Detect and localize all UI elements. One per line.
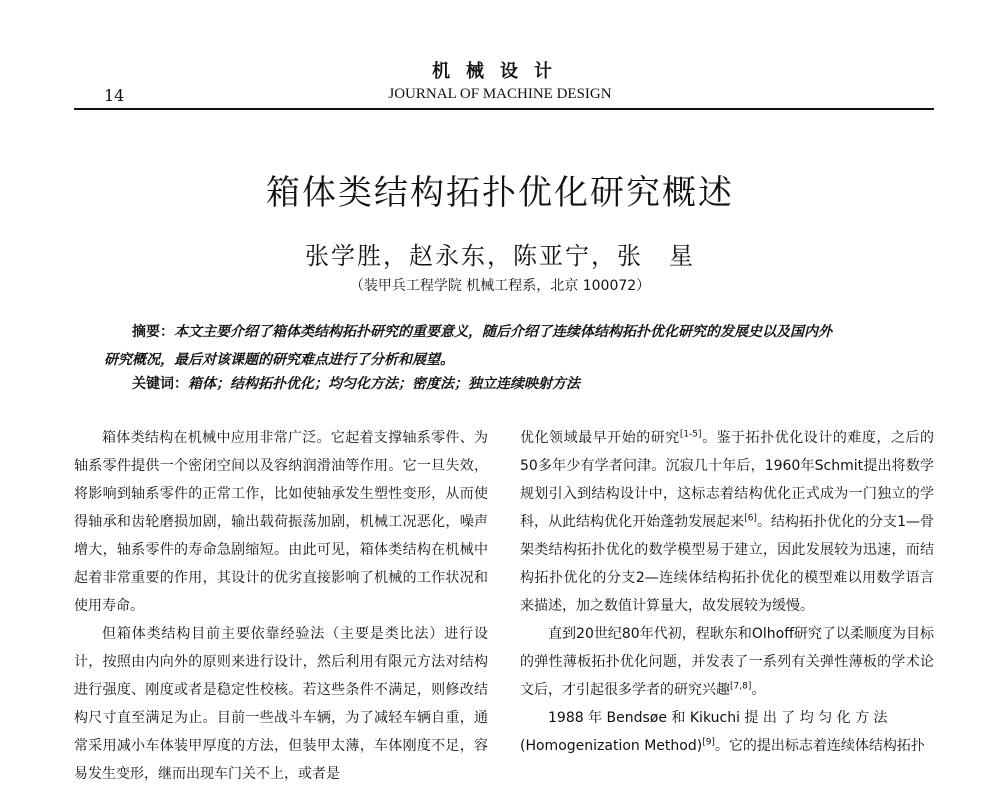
abstract-text-2: 研究概况，最后对该课题的研究难点进行了分析和展望。 xyxy=(104,352,454,368)
abstract-label: 摘要： xyxy=(132,324,174,340)
citation-ref: [9] xyxy=(702,737,715,748)
journal-title-cn: 机械设计 xyxy=(432,61,568,82)
body-paragraph-line: 1988 年 Bendsøe 和 Kikuchi 提 出 了 均 匀 化 方 法 xyxy=(548,710,888,726)
page-number: 14 xyxy=(104,86,125,105)
abstract xyxy=(104,318,924,374)
body-paragraph: 直到20世纪80年代初，程耿东和Olhoff研究了以柔顺度为目标的弹性薄板拓扑优化问题，并发表了一系列有关弹性薄板的学术论文后，才引起很多学者的研究兴趣[7,8]。 xyxy=(520,626,934,698)
body-column-left xyxy=(74,424,488,788)
keywords-label: 关键词： xyxy=(132,376,188,392)
keywords xyxy=(132,374,922,394)
article-affiliation: （装甲兵工程学院 机械工程系，北京 100072） xyxy=(349,278,651,294)
body-paragraph: 箱体类结构在机械中应用非常广泛。它起着支撑轴系零件、为轴系零件提供一个密闭空间以及容纳润滑油等作用。它一旦失效，将影响到轴系零件的正常工作，比如使轴承发生塑性变形，从而使得轴承和齿轮磨损加剧，输出载荷振荡加剧，机械工况恶化，噪声增大，轴系零件的寿命急剧缩短。由此可见，箱体类结构在机械中起着非常重要的作用，其设计的优劣直接影响了机械的工作状况和使用寿命。 xyxy=(74,430,488,614)
body-paragraph-line: (Homogenization Method)[9]。它的提出标志着连续体结构拓扑 xyxy=(520,737,925,754)
article-title: 箱体类结构拓扑优化研究概述 xyxy=(266,173,734,213)
citation-ref: [1-5] xyxy=(679,429,702,440)
citation-ref: [6] xyxy=(744,513,757,524)
header-rule xyxy=(74,108,934,110)
body-paragraph: 但箱体类结构目前主要依靠经验法（主要是类比法）进行设计，按照由内向外的原则来进行设计，然后利用有限元方法对结构进行强度、刚度或者是稳定性校核。若这些条件不满足，则修改结构尺寸直至满足为止。目前一些战斗车辆，为了减轻车辆自重，通常采用减小车体装甲厚度的方法，但装甲太薄，车体刚度不足，容易发生变形，继而出现车门关不上，或者是 xyxy=(74,626,488,782)
keywords-text: 箱体；结构拓扑优化；均匀化方法；密度法；独立连续映射方法 xyxy=(188,376,580,392)
abstract-line-1 xyxy=(104,318,924,346)
journal-title-en: JOURNAL OF MACHINE DESIGN xyxy=(388,86,612,102)
body-column-right xyxy=(520,424,934,760)
article-authors: 张学胜，赵永东，陈亚宁，张 星 xyxy=(305,242,695,270)
abstract-text-1: 本文主要介绍了箱体类结构拓扑研究的重要意义，随后介绍了连续体结构拓扑优化研究的发展史以及国内外 xyxy=(174,324,832,340)
body-paragraph-continued: 优化领域最早开始的研究[1-5]。鉴于拓扑优化设计的难度，之后的50多年少有学者问津。沉寂几十年后，1960年Schmit提出将数学规划引入到结构设计中，这标志着结构优化正式成为一门独立的学科，从此结构优化开始蓬勃发展起来[6]。结构拓扑优化的分支1—骨架类结构拓扑优化的数学模型易于建立，因此发展较为迅速，而结构拓扑优化的分支2—连续体结构拓扑优化的模型难以用数学语言来描述，加之数值计算量大，故发展较为缓慢。 xyxy=(520,429,934,614)
citation-ref: [7,8] xyxy=(730,681,752,692)
